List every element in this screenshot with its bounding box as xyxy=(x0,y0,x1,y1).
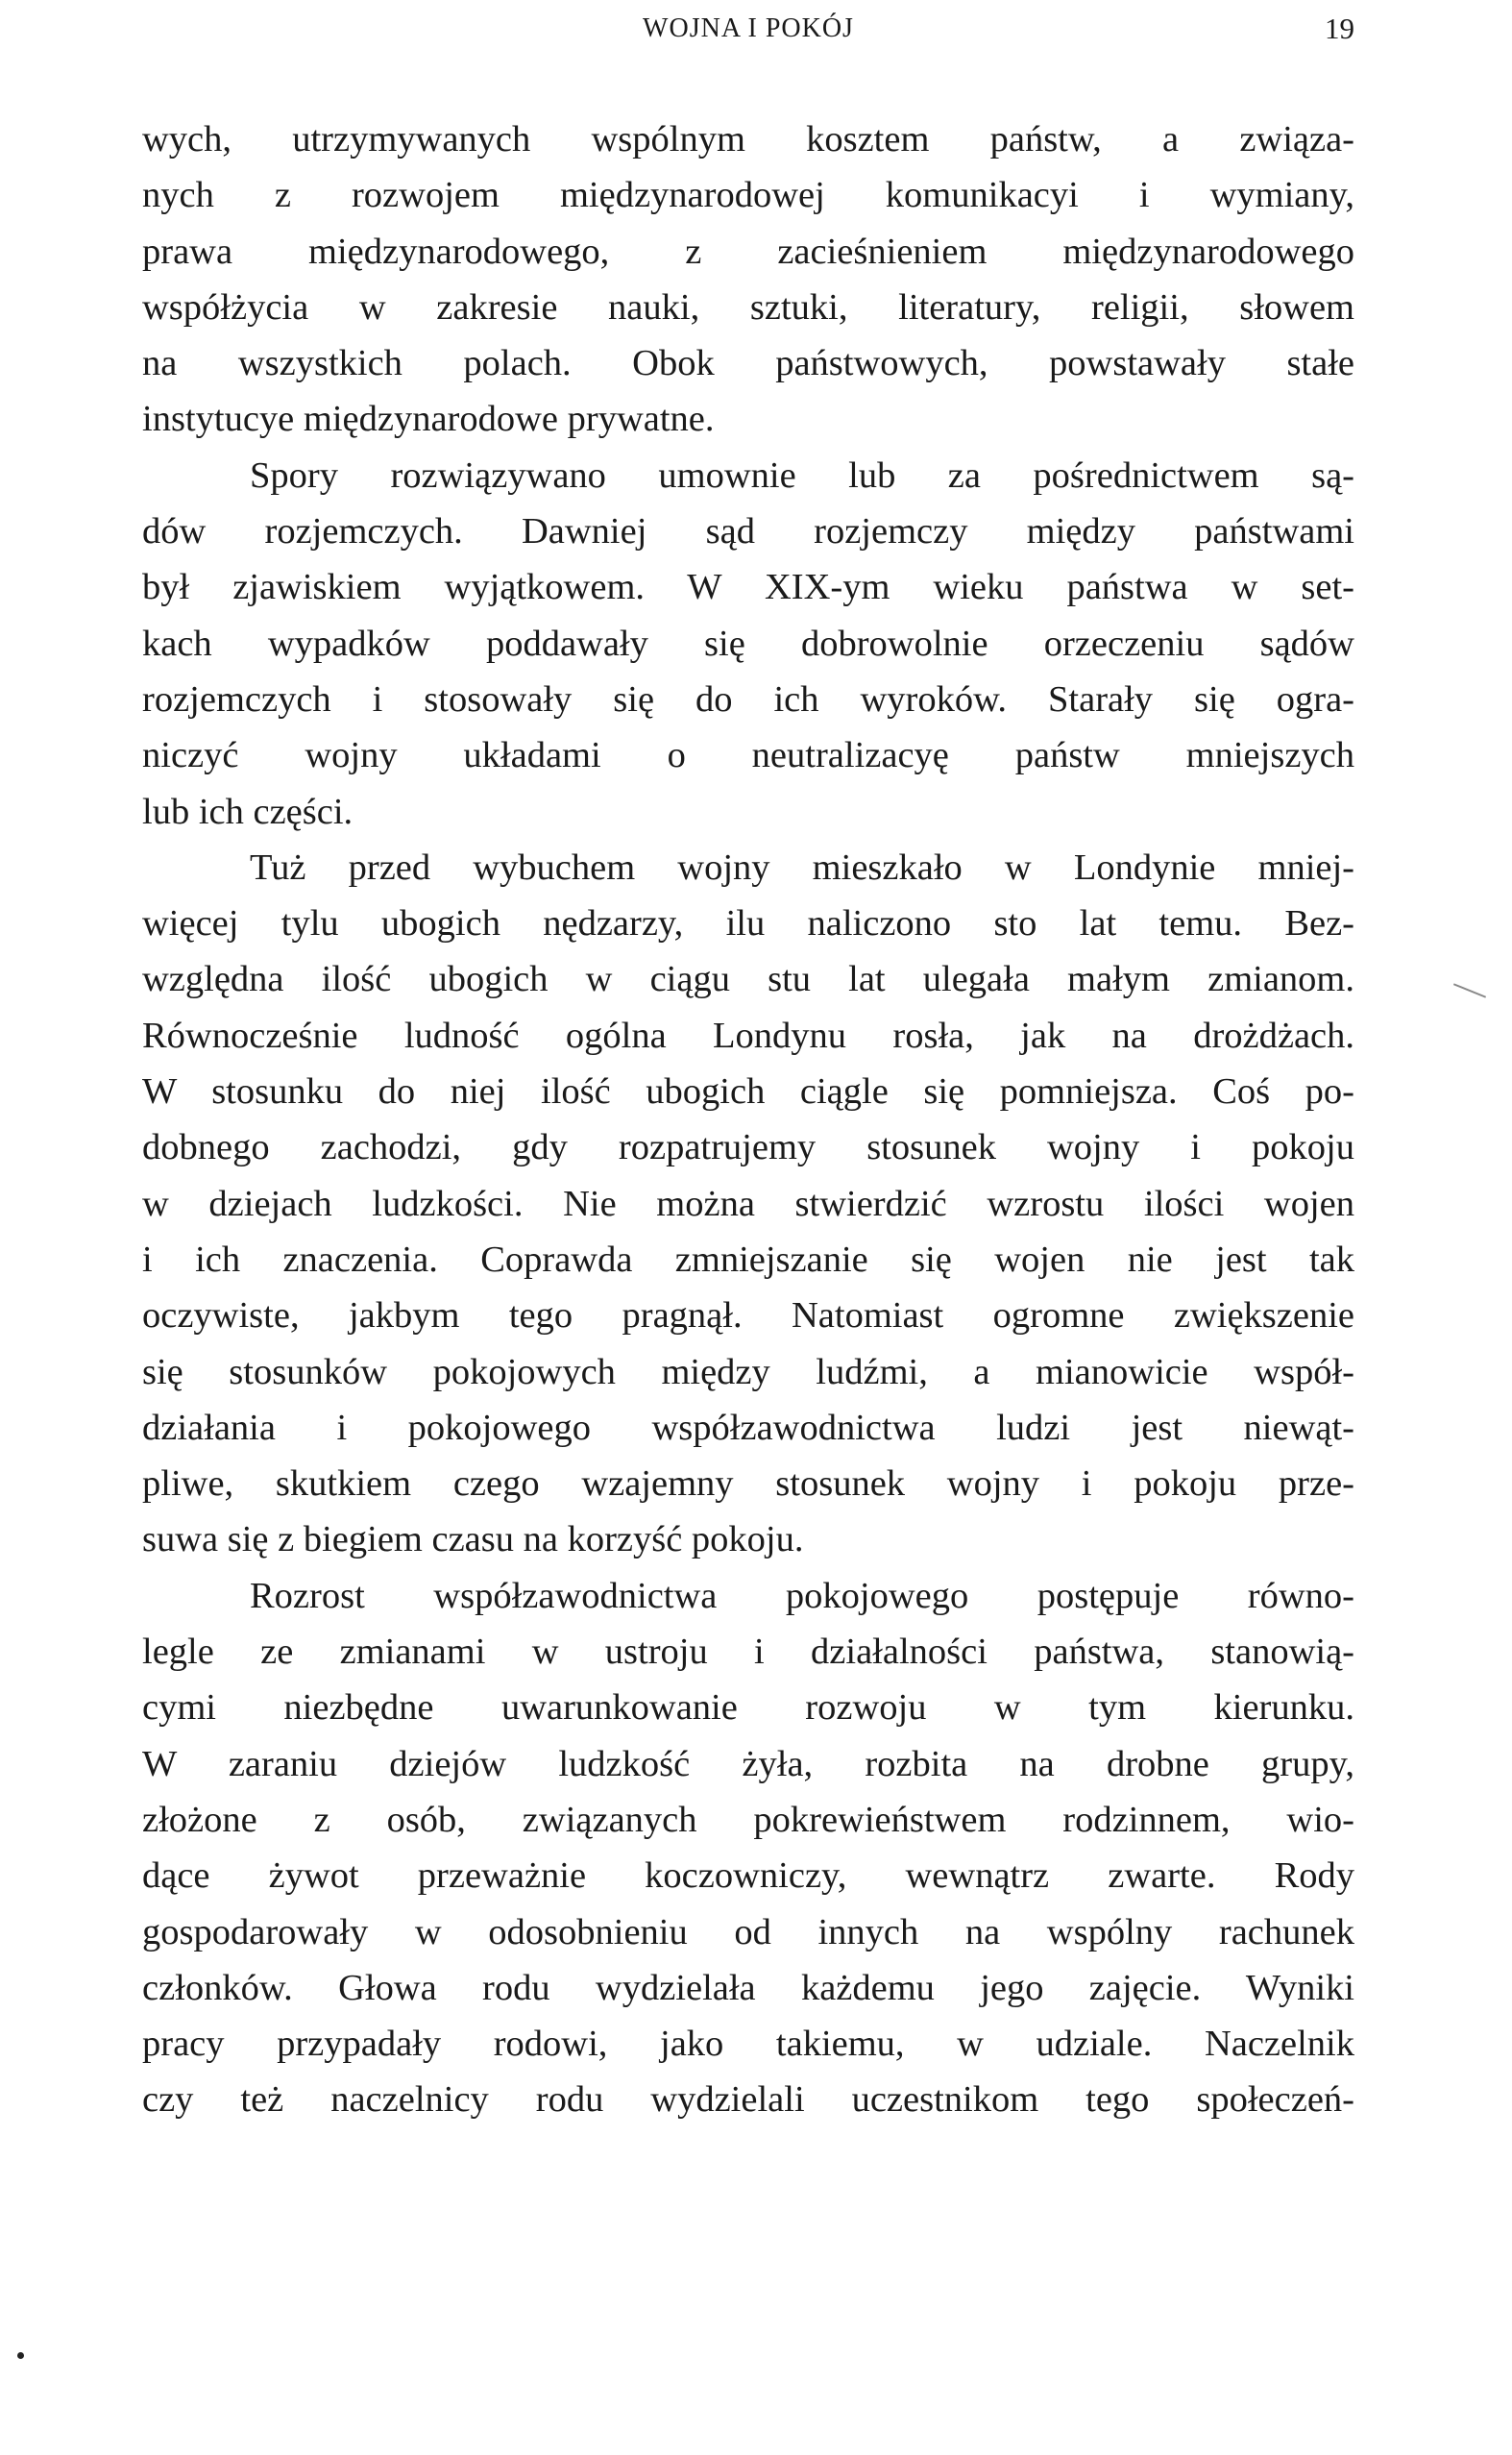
text-line: Równocześnie ludność ogólna Londynu rosła, jak na drożdżach. xyxy=(142,1015,1354,1056)
stray-dot-mark xyxy=(17,2352,24,2359)
text-line: względna ilość ubogich w ciągu stu lat ulegała małym zmianom. xyxy=(142,959,1354,1000)
text-line: był zjawiskiem wyjątkowem. W XIX-ym wieku państwa w set- xyxy=(142,567,1354,608)
text-line: prawa międzynarodowego, z zacieśnieniem międzynarodowego xyxy=(142,231,1354,272)
text-line: instytucye międzynarodowe prywatne. xyxy=(142,399,715,440)
text-line: cymi niezbędne uwarunkowanie rozwoju w tym kierunku. xyxy=(142,1687,1354,1729)
text-line: W stosunku do niej ilość ubogich ciągle się pomniejsza. Coś po- xyxy=(142,1071,1354,1113)
text-line: działania i pokojowego współzawodnictwa ludzi jest niewąt- xyxy=(142,1407,1354,1448)
text-line: W zaraniu dziejów ludzkość żyła, rozbita na drobne grupy, xyxy=(142,1743,1354,1784)
text-line: legle ze zmianami w ustroju i działalności państwa, stanowią- xyxy=(142,1632,1354,1673)
page-header xyxy=(142,8,1354,46)
text-line: na wszystkich polach. Obok państwowych, powstawały stałe xyxy=(142,343,1354,384)
text-line: złożone z osób, związanych pokrewieństwem rodzinnem, wio- xyxy=(142,1799,1354,1840)
margin-mark xyxy=(1453,983,1486,997)
text-line: nych z rozwojem międzynarodowej komunikacyi i wymiany, xyxy=(142,175,1354,216)
text-line: i ich znaczenia. Coprawda zmniejszanie się wojen nie jest tak xyxy=(142,1239,1354,1280)
text-line: gospodarowały w odosobnieniu od innych na wspólny rachunek xyxy=(142,1911,1354,1952)
text-line: dów rozjemczych. Dawniej sąd rozjemczy między państwami xyxy=(142,511,1354,552)
text-line: oczywiste, jakbym tego pragnął. Natomiast ogromne zwiększenie xyxy=(142,1295,1354,1337)
text-line: współżycia w zakresie nauki, sztuki, literatury, religii, słowem xyxy=(142,286,1354,328)
body-text xyxy=(142,111,1354,2128)
text-line: dobnego zachodzi, gdy rozpatrujemy stosunek wojny i pokoju xyxy=(142,1127,1354,1168)
text-line: wych, utrzymywanych wspólnym kosztem państw, a związa- xyxy=(142,119,1354,160)
page-number: 19 xyxy=(1325,12,1354,45)
text-line: Tuż przed wybuchem wojny mieszkało w Londynie mniej- xyxy=(250,847,1354,888)
text-line: Spory rozwiązywano umownie lub za pośrednictwem są- xyxy=(250,454,1354,496)
text-line: w dziejach ludzkości. Nie można stwierdzić wzrostu ilości wojen xyxy=(142,1183,1354,1224)
text-line: kach wypadków poddawały się dobrowolnie orzeczeniu sądów xyxy=(142,623,1354,664)
text-line: pracy przypadały rodowi, jako takiemu, w udziale. Naczelnik xyxy=(142,2024,1354,2065)
text-line: suwa się z biegiem czasu na korzyść pokoju. xyxy=(142,1519,804,1560)
running-title: WOJNA I POKÓJ xyxy=(643,13,854,43)
text-line: więcej tylu ubogich nędzarzy, ilu naliczono sto lat temu. Bez- xyxy=(142,903,1354,945)
text-line: niczyć wojny układami o neutralizacyę państw mniejszych xyxy=(142,735,1354,776)
text-line: Rozrost współzawodnictwa pokojowego postępuje równo- xyxy=(250,1575,1354,1616)
text-line: czy też naczelnicy rodu wydzielali uczestnikom tego społeczeń- xyxy=(142,2079,1354,2121)
text-line: rozjemczych i stosowały się do ich wyroków. Starały się ogra- xyxy=(142,678,1354,720)
text-line: dące żywot przeważnie koczowniczy, wewnątrz zwarte. Rody xyxy=(142,1855,1354,1897)
text-line: członków. Głowa rodu wydzielała każdemu jego zajęcie. Wyniki xyxy=(142,1967,1354,2008)
text-line: pliwe, skutkiem czego wzajemny stosunek wojny i pokoju prze- xyxy=(142,1463,1354,1505)
text-line: lub ich części. xyxy=(142,791,354,832)
text-line: się stosunków pokojowych między ludźmi, a mianowicie współ- xyxy=(142,1351,1354,1392)
